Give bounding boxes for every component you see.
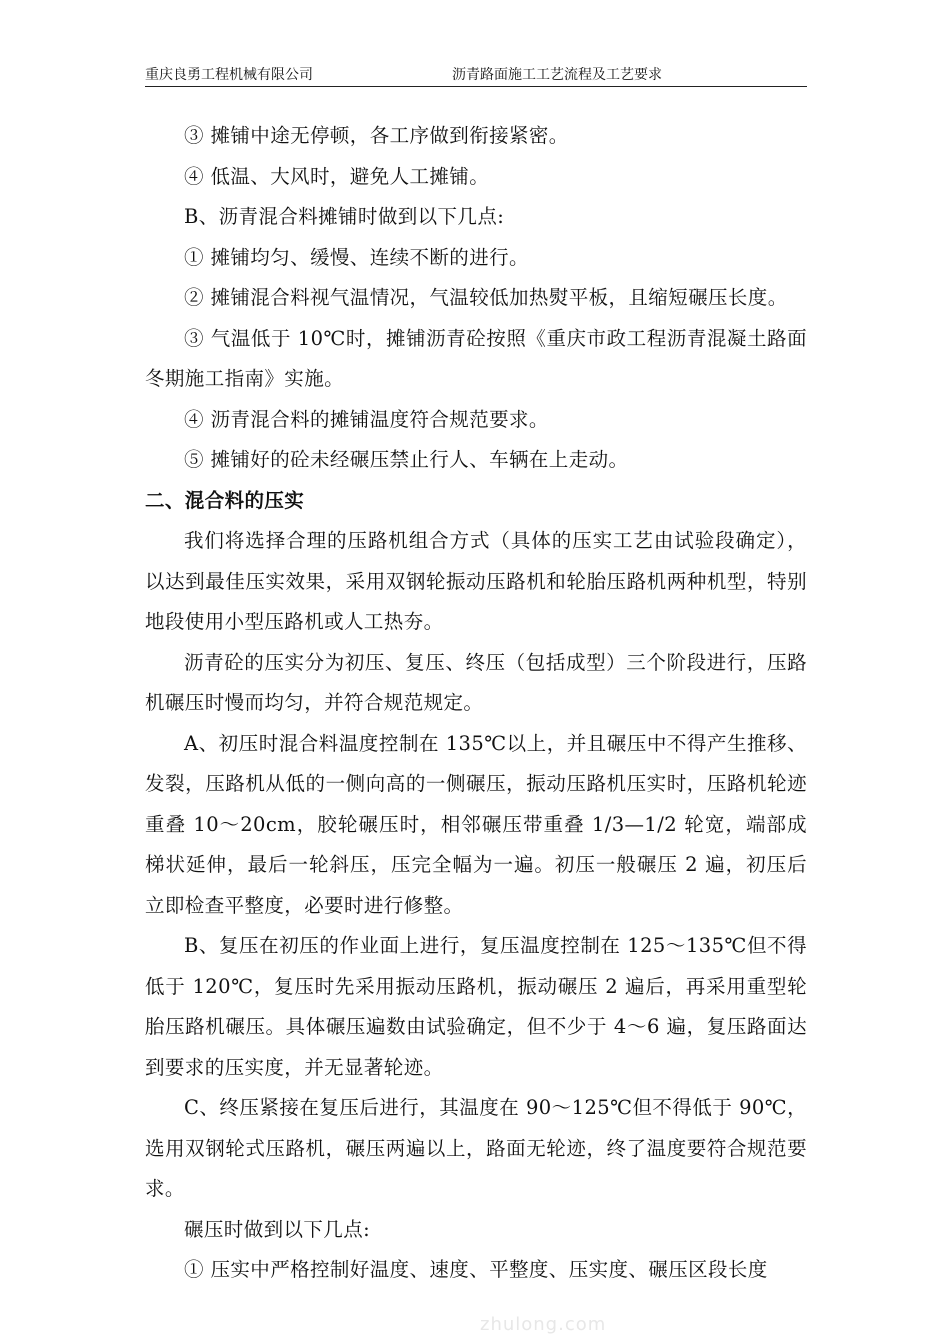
paragraph: ① 压实中严格控制好温度、速度、平整度、压实度、碾压区段长度 bbox=[184, 1258, 768, 1281]
header-company: 重庆良勇工程机械有限公司 bbox=[145, 67, 313, 83]
page-header bbox=[145, 60, 807, 87]
watermark: zhulong.com bbox=[480, 1314, 607, 1335]
header-doc-title: 沥青路面施工工艺流程及工艺要求 bbox=[452, 67, 662, 83]
paragraph: B、复压在初压的作业面上进行，复压温度控制在 125～135℃但不得低于 120℃，复压时先采用振动压路机，振动碾压 2 遍后，再采用重型轮胎压路机碾压。具体碾压遍数由试验确定，但不少于 4～6 遍，复压路面达到要求的压实度，并无显著轮迹。 bbox=[145, 934, 807, 1079]
paragraph: A、初压时混合料温度控制在 135℃以上，并且碾压中不得产生推移、发裂，压路机从低的一侧向高的一侧碾压，振动压路机压实时，压路机轮迹重叠 10～20cm，胶轮碾压时，相邻碾压带重叠 1/3—1/2 轮宽，端部成梯状延伸，最后一轮斜压，压完全幅为一遍。初压一般碾压 2 遍，初压后立即检查平整度，必要时进行修整。 bbox=[145, 731, 807, 917]
paragraph: ③ 摊铺中途无停顿，各工序做到衔接紧密。 bbox=[184, 124, 569, 147]
section-heading: 二、混合料的压实 bbox=[145, 488, 305, 512]
paragraph: ⑤ 摊铺好的砼未经碾压禁止行人、车辆在上走动。 bbox=[184, 448, 629, 471]
paragraph: ③ 气温低于 10℃时，摊铺沥青砼按照《重庆市政工程沥青混凝土路面冬期施工指南》实施。 bbox=[145, 326, 807, 390]
paragraph: ④ 沥青混合料的摊铺温度符合规范要求。 bbox=[184, 407, 549, 431]
paragraph: 碾压时做到以下几点: bbox=[184, 1217, 371, 1241]
paragraph: 沥青砼的压实分为初压、复压、终压（包括成型）三个阶段进行，压路机碾压时慢而均匀，并符合规范规定。 bbox=[145, 650, 807, 714]
paragraph: ① 摊铺均匀、缓慢、连续不断的进行。 bbox=[184, 245, 529, 269]
paragraph: C、终压紧接在复压后进行，其温度在 90～125℃但不得低于 90℃，选用双钢轮式压路机，碾压两遍以上，路面无轮迹，终了温度要符合规范要求。 bbox=[145, 1096, 807, 1200]
paragraph: ② 摊铺混合料视气温情况，气温较低加热熨平板，且缩短碾压长度。 bbox=[184, 286, 788, 309]
paragraph: 我们将选择合理的压路机组合方式（具体的压实工艺由试验段确定），以达到最佳压实效果，采用双钢轮振动压路机和轮胎压路机两种机型，特别地段使用小型压路机或人工热夯。 bbox=[145, 529, 807, 633]
document-body bbox=[145, 116, 807, 1291]
paragraph: ④ 低温、大风时，避免人工摊铺。 bbox=[184, 164, 490, 188]
paragraph: B、沥青混合料摊铺时做到以下几点: bbox=[184, 205, 505, 228]
